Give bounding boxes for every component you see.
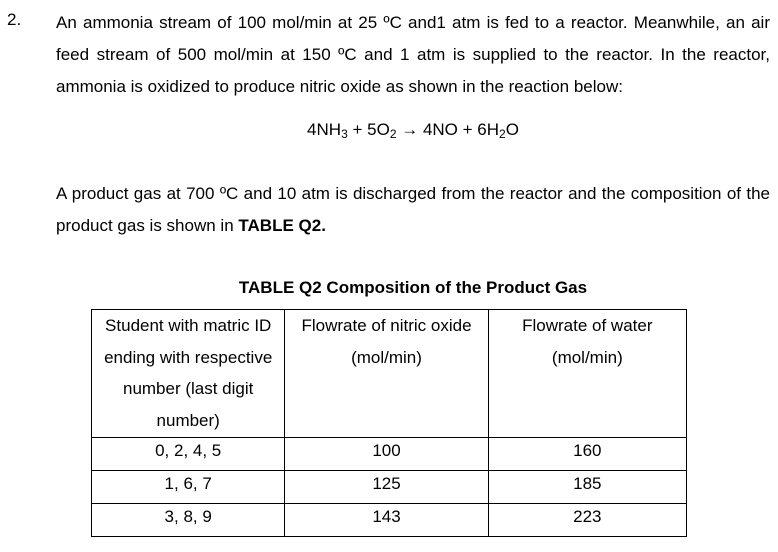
cell-water: 185 <box>488 471 686 504</box>
cell-water: 223 <box>488 504 686 537</box>
eq-part-4: O <box>505 120 519 139</box>
paragraph-2-text: A product gas at 700 ºC and 10 atm is discharged from the reactor and the composition of the product gas is shown in <box>56 184 770 235</box>
eq-sub-2: 2 <box>389 127 397 141</box>
table-row <box>92 504 687 537</box>
cell-student-id: 3, 8, 9 <box>92 504 285 537</box>
table-reference: TABLE Q2. <box>238 216 326 235</box>
cell-student-id: 1, 6, 7 <box>92 471 285 504</box>
eq-part-3: 4NO + 6H <box>422 120 500 139</box>
table-caption: TABLE Q2 Composition of the Product Gas <box>238 278 588 297</box>
table-row <box>92 471 687 504</box>
cell-water: 160 <box>488 438 686 471</box>
eq-part-2: + 5O <box>347 120 390 139</box>
eq-arrow: → <box>396 120 423 139</box>
header-water: Flowrate of water (mol/min) <box>488 310 686 438</box>
question-paragraph-1: An ammonia stream of 100 mol/min at 25 ºC and1 atm is fed to a reactor. Meanwhile, an air feed stream of 500 mol/min at 150 ºC and 1 atm is supplied to the reactor. In the reactor, ammonia is oxidized to produce nitric oxide as shown in the reaction below: <box>56 13 770 96</box>
composition-table <box>91 309 687 537</box>
question-paragraph-2 <box>56 178 770 242</box>
cell-student-id: 0, 2, 4, 5 <box>92 438 285 471</box>
eq-sub-3: 2 <box>499 127 506 141</box>
header-nitric-oxide: Flowrate of nitric oxide (mol/min) <box>285 310 488 438</box>
eq-sub-1: 3 <box>341 127 348 141</box>
cell-nitric-oxide: 100 <box>285 438 488 471</box>
table-header-row <box>92 310 687 438</box>
question-number: 2. <box>7 10 22 29</box>
eq-part-1: 4NH <box>307 120 342 139</box>
header-student-id: Student with matric ID ending with respective number (last digit number) <box>92 310 285 438</box>
cell-nitric-oxide: 143 <box>285 504 488 537</box>
table-row <box>92 438 687 471</box>
reaction-equation <box>0 120 778 140</box>
cell-nitric-oxide: 125 <box>285 471 488 504</box>
